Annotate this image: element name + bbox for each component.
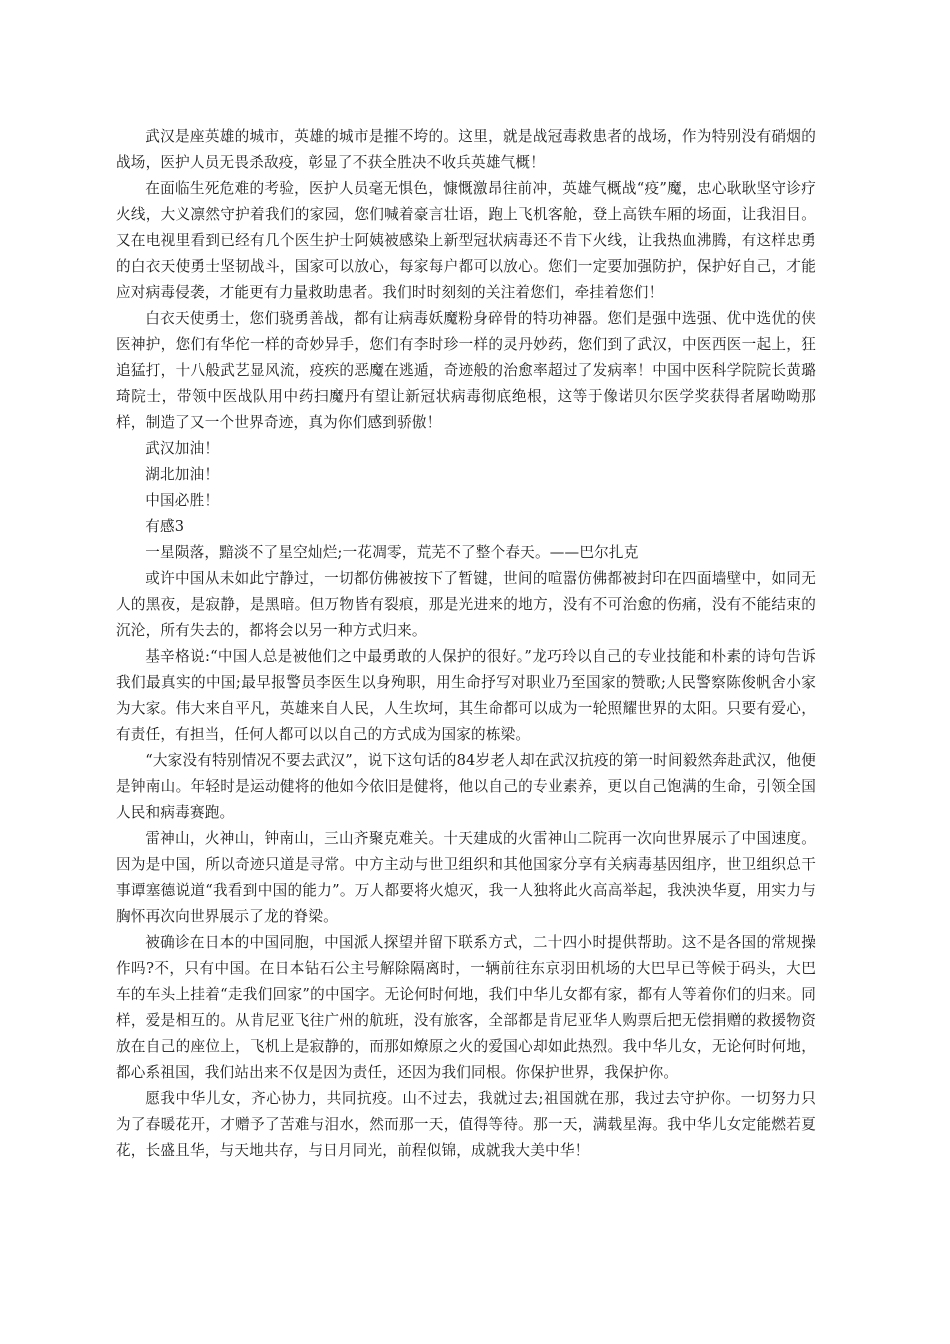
section-heading: 有感3 [145, 518, 185, 535]
paragraph: 武汉是座英雄的城市，英雄的城市是摧不垮的。这里，就是战冠毒救患者的战场，作为特别没有硝烟的战场，医护人员无畏杀敌疫，彰显了不获全胜决不收兵英雄气概！ [116, 128, 816, 171]
paragraph: 雷神山，火神山，钟南山，三山齐聚克难关。十天建成的火雷神山二院再一次向世界展示了中国速度。因为是中国，所以奇迹只道是寻常。中方主动与世卫组织和其他国家分享有关病毒基因组序，世卫组织总干事谭塞德说道“我看到中国的能力”。万人都要将火熄灭，我一人独将此火高高举起，我泱泱华夏，用实力与胸怀再次向世界展示了龙的脊梁。 [116, 830, 816, 925]
paragraph: “大家没有特别情况不要去武汉”，说下这句话的84岁老人却在武汉抗疫的第一时间毅然奔赴武汉，他便是钟南山。年轻时是运动健将的他如今依旧是健将，他以自己的专业素养，更以自己饱满的生命，引领全国人民和病毒赛跑。 [116, 752, 816, 821]
paragraph: 或许中国从未如此宁静过，一切都仿佛被按下了暂键，世间的喧嚣仿佛都被封印在四面墙壁中，如同无人的黑夜，是寂静，是黑暗。但万物皆有裂痕，那是光进来的地方，没有不可治愈的伤痛，没有不能结束的沉沦，所有失去的，都将会以另一种方式归来。 [116, 570, 816, 639]
cheer-line: 中国必胜！ [145, 492, 220, 509]
paragraph: 白衣天使勇士，您们骁勇善战，都有让病毒妖魔粉身碎骨的特功神器。您们是强中选强、优中选优的侠医神护，您们有华佗一样的奇妙异手，您们有李时珍一样的灵丹妙药，您们到了武汉，中医西医一起上，狂追猛打，十八般武艺显风流，疫疾的恶魔在逃遁，奇迹般的治愈率超过了发病率！中国中医科学院院长黄璐琦院士，带领中医战队用中药扫魔丹有望让新冠状病毒彻底绝根，这等于像诺贝尔医学奖获得者屠呦呦那样，制造了又一个世界奇迹，真为你们感到骄傲！ [116, 310, 816, 431]
paragraph: 被确诊在日本的中国同胞，中国派人探望并留下联系方式，二十四小时提供帮助。这不是各国的常规操作吗?不，只有中国。在日本钻石公主号解除隔离时，一辆前往东京羽田机场的大巴早已等候于码头，大巴车的车头上挂着“走我们回家”的中国字。无论何时何地，我们中华儿女都有家，都有人等着你们的归来。同样，爱是相互的。从肯尼亚飞往广州的航班，没有旅客，全部都是肯尼亚华人购票后把无偿捐赠的救援物资放在自己的座位上，飞机上是寂静的，而那如燎原之火的爱国心却如此热烈。我中华儿女，无论何时何地，都心系祖国，我们站出来不仅是因为责任，还因为我们同根。你保护世界，我保护你。 [116, 934, 816, 1081]
paragraph: 愿我中华儿女，齐心协力，共同抗疫。山不过去，我就过去;祖国就在那，我过去守护你。一切努力只为了春暖花开，才赠予了苦难与泪水，然而那一天，值得等待。那一天，满载星海。我中华儿女定能燃若夏花，长盛且华，与天地共存，与日月同光，前程似锦，成就我大美中华！ [116, 1090, 816, 1159]
cheer-line: 武汉加油！ [145, 440, 220, 457]
quote: 一星陨落，黯淡不了星空灿烂;一花凋零，荒芜不了整个春天。——巴尔扎克 [145, 544, 639, 561]
paragraph: 基辛格说:“中国人总是被他们之中最勇敢的人保护的很好。”龙巧玲以自己的专业技能和朴素的诗句告诉我们最真实的中国;最早报警员李医生以身殉职，用生命抒写对职业乃至国家的赞歌;人民警察陈俊帆舍小家为大家。伟大来自平凡，英雄来自人民，人生坎坷，其生命都可以成为一轮照耀世界的太阳。只要有爱心，有责任，有担当，任何人都可以以自己的方式成为国家的栋梁。 [116, 648, 816, 743]
paragraph: 在面临生死危难的考验，医护人员毫无惧色，慷慨激昂往前冲，英雄气概战“疫”魔，忠心耿耿坚守诊疗火线，大义凛然守护着我们的家园，您们喊着豪言壮语，跑上飞机客舱，登上高铁车厢的场面，让我泪目。又在电视里看到已经有几个医生护士阿姨被感染上新型冠状病毒还不肯下火线，让我热血沸腾，有这样忠勇的白衣天使勇士坚韧战斗，国家可以放心，每家每户都可以放心。您们一定要加强防护，保护好自己，才能应对病毒侵袭，才能更有力量救助患者。我们时时刻刻的关注着您们，牵挂着您们！ [116, 180, 816, 301]
cheer-line: 湖北加油！ [145, 466, 220, 483]
document-body [116, 124, 816, 1164]
